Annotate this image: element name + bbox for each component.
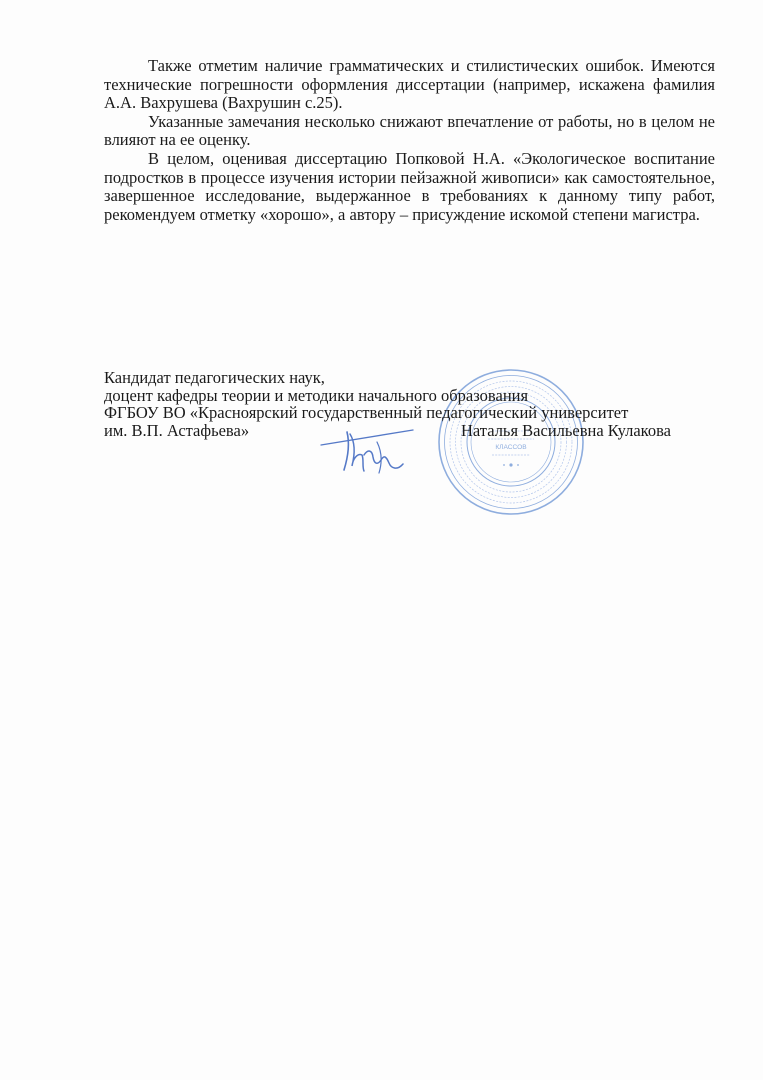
reviewer-name: Наталья Васильевна Кулакова <box>461 420 671 440</box>
stamp-center-text: КЛАССОВ <box>495 444 527 451</box>
paragraph-errors: Также отметим наличие грамматических и стилистических ошибок. Имеются технические погрешности оформления диссертации (например, искажена фамилия А.А. Вахрушева (Вахрушин с.25). <box>104 56 715 113</box>
signature-block <box>104 369 704 439</box>
reviewer-position: доцент кафедры теории и методики начального образования <box>104 385 529 405</box>
paragraph-conclusion: В целом, оценивая диссертацию Попковой Н.А. «Экологическое воспитание подростков в процессе изучения истории пейзажной живописи» как самостоятельное, завершенное исследование, выдержанное в требованиях к данному типу работ, рекомендуем отметку «хорошо», а автору – присуждение искомой степени магистра. <box>104 148 715 224</box>
reviewer-university: ФГБОУ ВО «Красноярский государственный педагогический университет <box>104 403 629 423</box>
paragraph-remarks: Указанные замечания несколько снижают впечатление от работы, но в целом не влияют на ее оценку. <box>104 111 715 150</box>
reviewer-degree: Кандидат педагогических наук, <box>104 368 325 387</box>
review-body <box>104 57 715 224</box>
reviewer-university-name: им. В.П. Астафьева» <box>104 420 250 440</box>
